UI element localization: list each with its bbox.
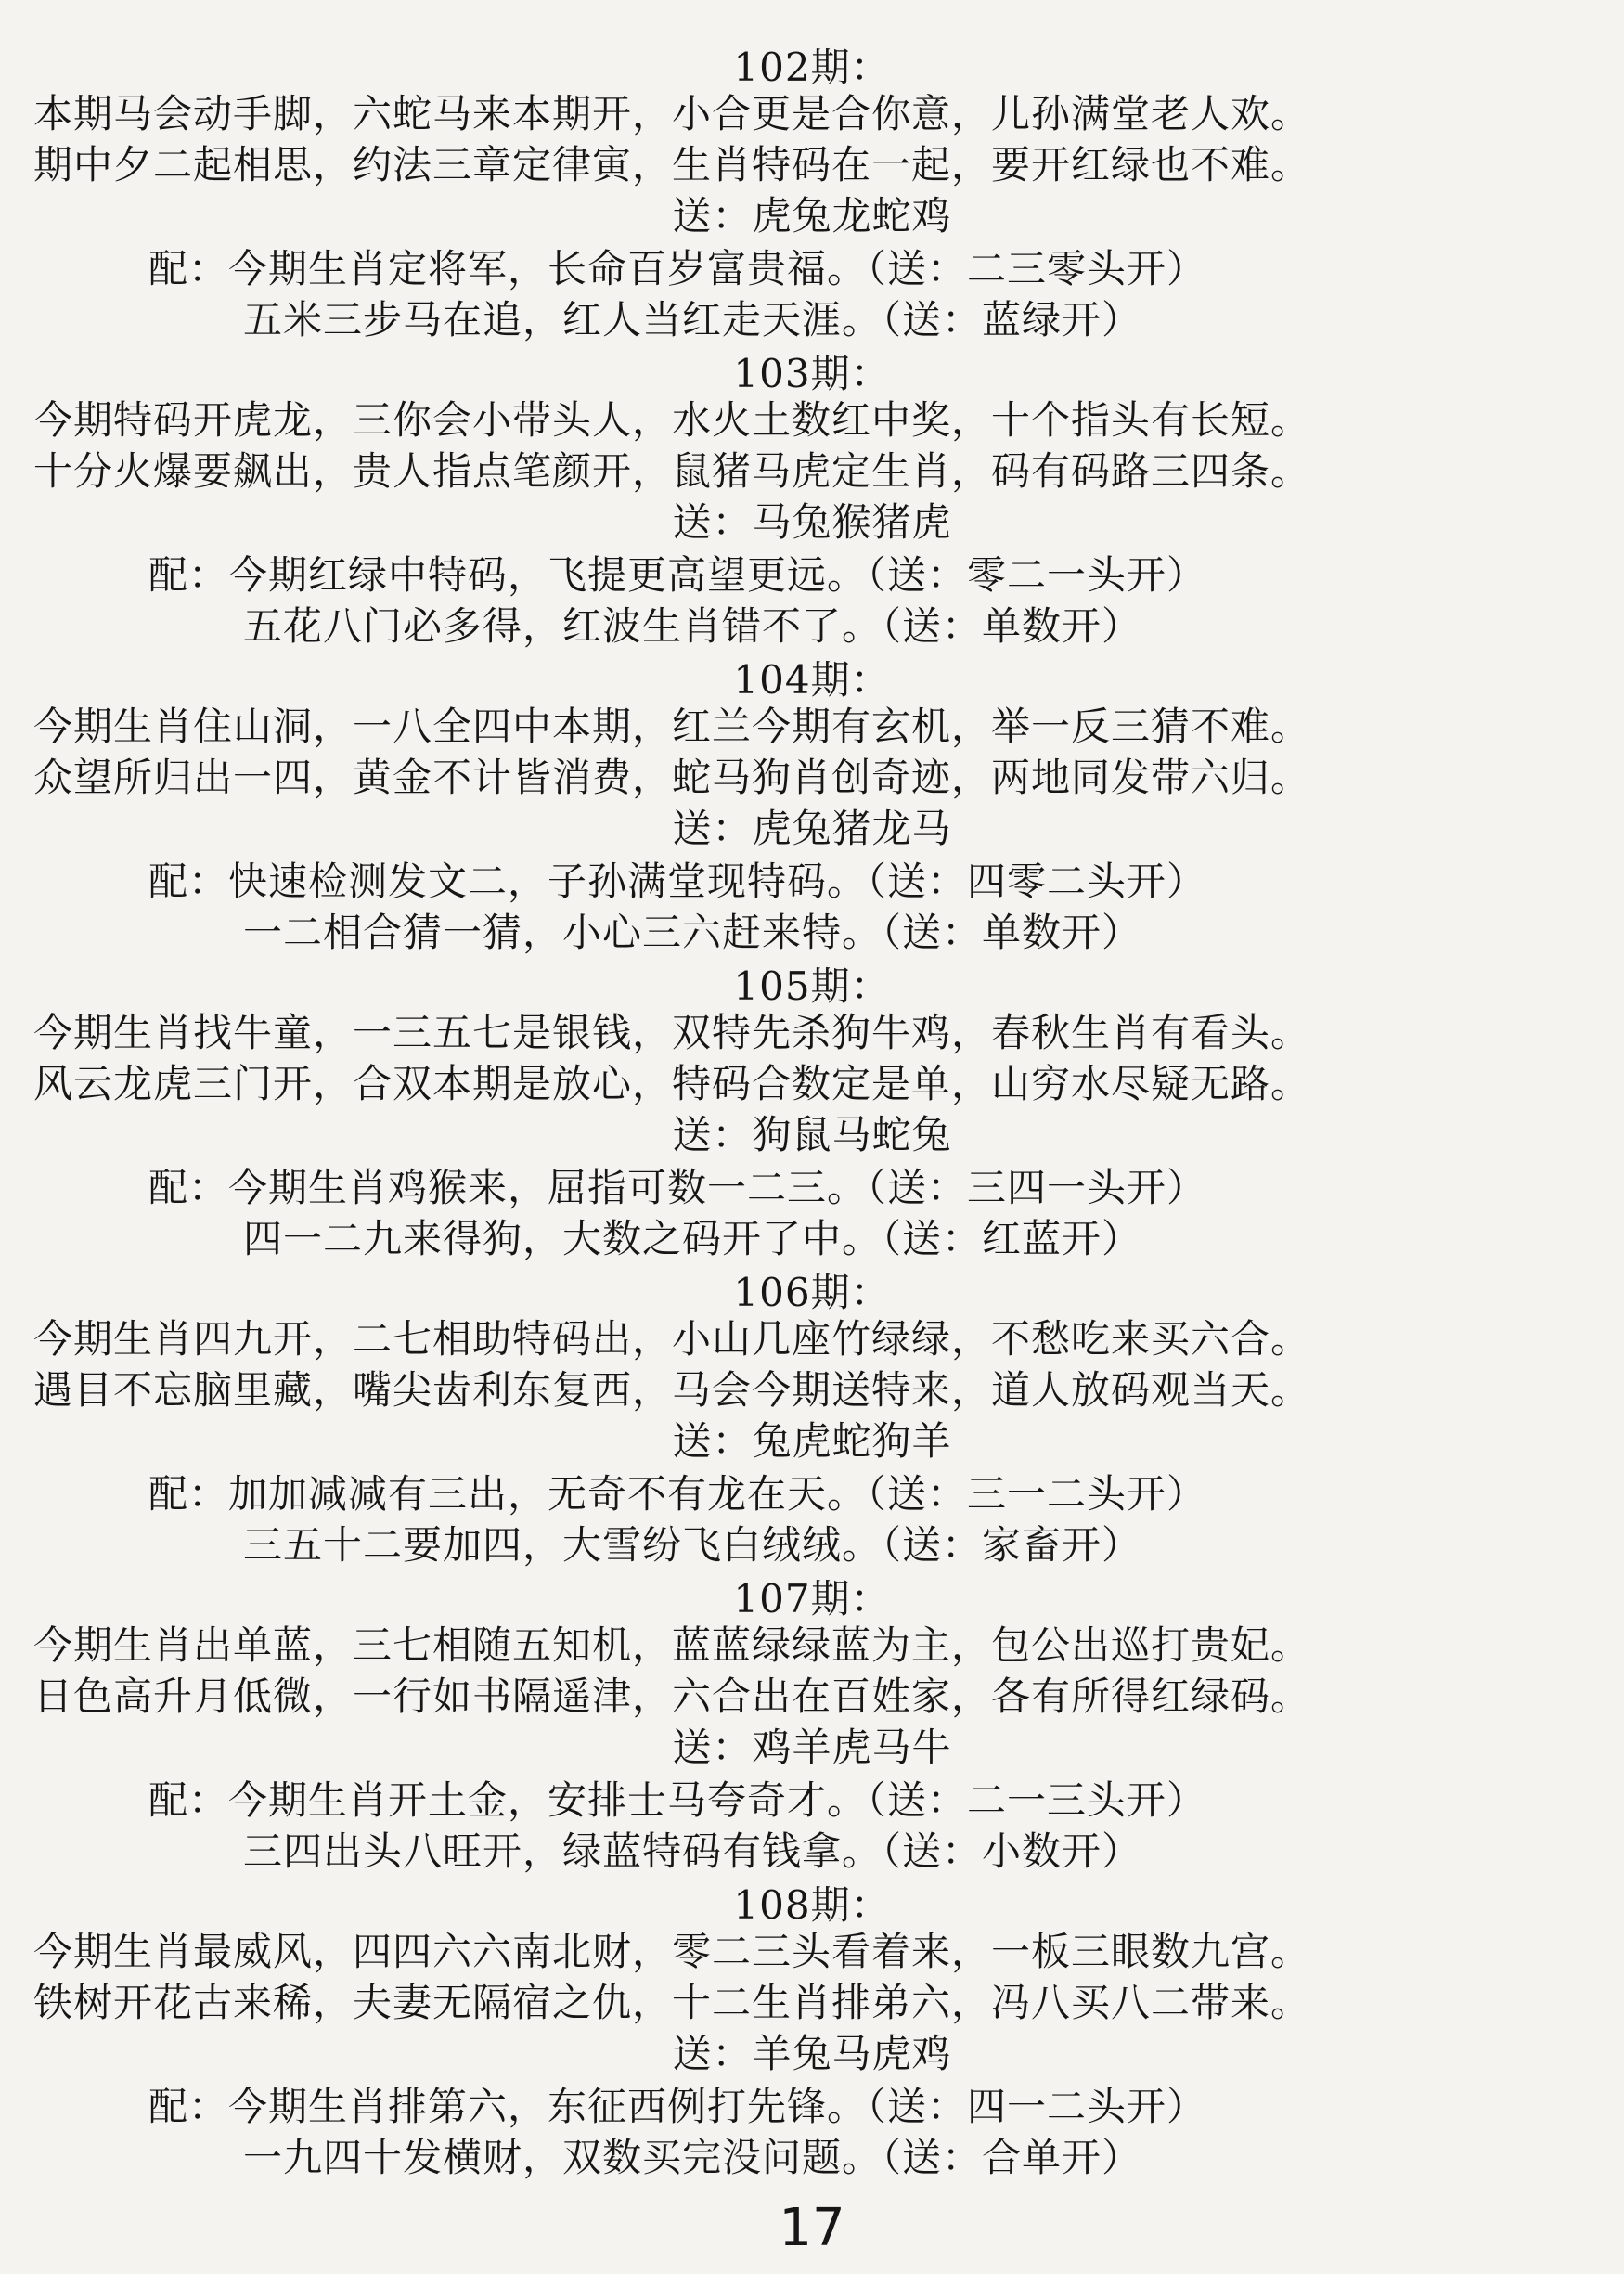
verse-line-1: 今期生肖住山洞，一八全四中本期，红兰今期有玄机，举一反三猜不难。 (33, 704, 1311, 749)
pairing-line-1: 配：今期生肖排第六，东征西例打先锋。（送：四一二头开） (148, 2084, 1207, 2129)
issue-header: 107期： (733, 1576, 891, 1622)
issue-104 (0, 655, 1624, 962)
pairing-line-1: 配：今期生肖定将军，长命百岁富贵福。（送：二三零头开） (148, 246, 1207, 291)
send-zodiacs: 送：马兔猴猪虎 (672, 499, 952, 545)
verse-line-1: 今期生肖出单蓝，三七相随五知机，蓝蓝绿绿蓝为主，包公出巡打贵妃。 (33, 1622, 1311, 1668)
issue-102 (0, 43, 1624, 349)
issue-header: 105期： (733, 963, 891, 1009)
pairing-line-1: 配：快速检测发文二，子孙满堂现特码。（送：四零二头开） (148, 859, 1207, 904)
pairing-line-2: 三四出头八旺开，绿蓝特码有钱拿。（送：小数开） (243, 1828, 1142, 1874)
verse-line-2: 风云龙虎三门开，合双本期是放心，特码合数定是单，山穷水尽疑无路。 (33, 1061, 1311, 1106)
verse-line-2: 十分火爆要飙出，贵人指点笔颜开，鼠猪马虎定生肖，码有码路三四条。 (33, 448, 1311, 494)
issue-103 (0, 349, 1624, 655)
issue-header: 108期： (733, 1882, 891, 1928)
send-zodiacs: 送：虎兔龙蛇鸡 (672, 193, 952, 239)
issue-105 (0, 962, 1624, 1268)
pairing-line-1: 配：今期生肖鸡猴来，屈指可数一二三。（送：三四一头开） (148, 1165, 1207, 1210)
verse-line-1: 今期生肖四九开，二七相助特码出，小山几座竹绿绿，不愁吃来买六合。 (33, 1316, 1311, 1362)
issue-header: 104期： (733, 657, 891, 703)
verse-line-2: 遇目不忘脑里藏，嘴尖齿利东复西，马会今期送特来，道人放码观当天。 (33, 1367, 1311, 1413)
issue-106 (0, 1268, 1624, 1574)
pairing-line-1: 配：今期红绿中特码，飞提更高望更远。（送：零二一头开） (148, 552, 1207, 598)
send-zodiacs: 送：兔虎蛇狗羊 (672, 1418, 952, 1464)
pairing-line-2: 一九四十发横财，双数买完没问题。（送：合单开） (243, 2135, 1142, 2180)
pairing-line-1: 配：今期生肖开土金，安排士马夸奇才。（送：二一三头开） (148, 1777, 1207, 1823)
issue-header: 103期： (733, 351, 891, 396)
verse-line-2: 众望所归出一四，黄金不计皆消费，蛇马狗肖创奇迹，两地同发带六归。 (33, 755, 1311, 800)
send-zodiacs: 送：羊兔马虎鸡 (672, 2031, 952, 2076)
pairing-line-1: 配：加加减减有三出，无奇不有龙在天。（送：三一二头开） (148, 1471, 1207, 1517)
verse-line-1: 今期生肖最威风，四四六六南北财，零二三头看着来，一板三眼数九宫。 (33, 1929, 1311, 1974)
pairing-line-2: 四一二九来得狗，大数之码开了中。（送：红蓝开） (243, 1216, 1142, 1261)
send-zodiacs: 送：虎兔猪龙马 (672, 806, 952, 851)
send-zodiacs: 送：鸡羊虎马牛 (672, 1725, 952, 1770)
verse-line-2: 铁树开花古来稀，夫妻无隔宿之仇，十二生肖排弟六，冯八买八二带来。 (33, 1980, 1311, 2025)
issue-header: 106期： (733, 1270, 891, 1315)
pairing-line-2: 五花八门必多得，红波生肖错不了。（送：单数开） (243, 603, 1142, 649)
pairing-line-2: 五米三步马在追，红人当红走天涯。（送：蓝绿开） (243, 297, 1142, 342)
send-zodiacs: 送：狗鼠马蛇兔 (672, 1112, 952, 1157)
verse-line-2: 期中夕二起相思，约法三章定律寅，生肖特码在一起，要开红绿也不难。 (33, 142, 1311, 187)
pairing-line-2: 一二相合猜一猜，小心三六赶来特。（送：单数开） (243, 910, 1142, 955)
page-number: 17 (779, 2198, 845, 2258)
issue-107 (0, 1574, 1624, 1880)
verse-line-2: 日色高升月低微，一行如书隔遥津，六合出在百姓家，各有所得红绿码。 (33, 1673, 1311, 1719)
verse-line-1: 本期马会动手脚，六蛇马来本期开，小合更是合你意，儿孙满堂老人欢。 (33, 91, 1311, 136)
verse-line-1: 今期生肖找牛童，一三五七是银钱，双特先杀狗牛鸡，春秋生肖有看头。 (33, 1010, 1311, 1055)
issue-header: 102期： (733, 45, 891, 90)
verse-line-1: 今期特码开虎龙，三你会小带头人，水火土数红中奖，十个指头有长短。 (33, 397, 1311, 443)
issue-108 (0, 1880, 1624, 2187)
pairing-line-2: 三五十二要加四，大雪纷飞白绒绒。（送：家畜开） (243, 1522, 1142, 1568)
